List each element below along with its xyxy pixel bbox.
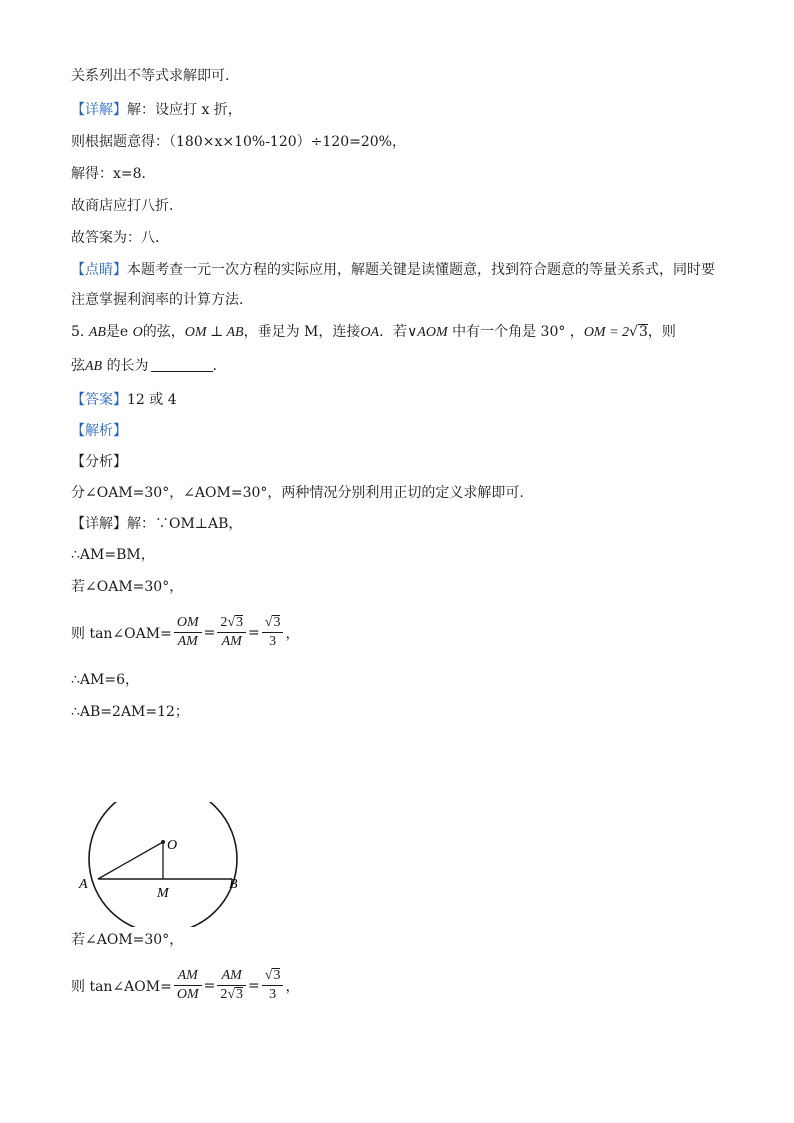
- radicand: 3: [273, 615, 281, 630]
- text: 解：设应打 x 折，: [127, 102, 242, 118]
- radicand: 3: [236, 615, 244, 630]
- text-line: 若∠AOM=30°，: [71, 932, 184, 948]
- denominator: 3: [269, 987, 277, 1002]
- question-number: 5.: [71, 324, 85, 340]
- sqrt-sign: √: [264, 968, 273, 983]
- section-tag: 【答案】: [71, 392, 127, 408]
- text-line: ∴AM=6，: [71, 672, 139, 688]
- equation-tan-oam: [71, 614, 299, 651]
- label-a: A: [79, 877, 88, 892]
- text: ，: [285, 625, 300, 642]
- math: AB: [85, 359, 103, 374]
- text: ．: [212, 358, 227, 374]
- text: ，垂足为 M，连接: [243, 324, 361, 340]
- math: OA: [360, 325, 380, 340]
- denominator: OM: [176, 987, 199, 1002]
- fraction: [217, 614, 246, 651]
- sqrt-sign: √: [264, 615, 273, 630]
- text-line: 若∠OAM=30°，: [71, 579, 184, 595]
- text-line: [71, 514, 242, 534]
- math: AB: [88, 325, 106, 340]
- coef: 2: [220, 987, 228, 1002]
- text: 解：∵OM⊥AB，: [127, 516, 243, 532]
- numerator: OM: [174, 614, 202, 633]
- text: ，: [285, 978, 300, 995]
- text-line: ∴AB=2AM=12；: [71, 704, 189, 720]
- text: ，则: [647, 324, 676, 340]
- answer-blank: [151, 357, 213, 372]
- numerator: AM: [174, 967, 202, 986]
- label-o: O: [167, 838, 178, 853]
- label-b: B: [229, 877, 238, 892]
- fraction: [262, 614, 284, 651]
- equals: =: [248, 977, 260, 994]
- equals: =: [203, 977, 216, 994]
- text-line: 分∠OAM=30°，∠AOM=30°，两种情况分别利用正切的定义求解即可.: [71, 485, 524, 501]
- radicand: 3: [236, 987, 244, 1002]
- text-line: 故商店应打八折．: [71, 198, 183, 214]
- equals: =: [248, 624, 260, 641]
- text-line: 则根据题意得：（180×x×10%-120）÷120=20%，: [71, 134, 406, 150]
- equation-tan-aom: [71, 967, 299, 1004]
- math: OM ⊥ AB: [184, 325, 244, 340]
- sqrt-sign: √: [227, 615, 236, 630]
- question-5-line1: [71, 322, 676, 343]
- circle-figure: [75, 802, 255, 927]
- circle-symbol: e: [119, 324, 129, 340]
- segment-oa: [98, 842, 163, 879]
- text-line: 故答案为：八．: [71, 230, 169, 246]
- numerator: [262, 614, 284, 633]
- denominator: AM: [221, 634, 242, 649]
- text: 则 tan∠AOM=: [71, 978, 172, 995]
- answer-value: 12 或 4: [127, 392, 177, 408]
- coef: 2: [220, 615, 228, 630]
- denominator: 3: [269, 634, 277, 649]
- text-line: ∴AM=BM，: [71, 547, 155, 563]
- label-m: M: [157, 886, 169, 901]
- section-tag: 【详解】: [71, 102, 127, 118]
- text: 弦: [71, 358, 85, 374]
- text-line: [71, 100, 242, 120]
- text-line: 解得：x=8．: [71, 166, 156, 182]
- answer-line: [71, 390, 177, 410]
- text: 的弦，: [142, 324, 185, 340]
- numerator: [262, 967, 284, 986]
- math: O: [132, 325, 143, 340]
- fraction: [174, 614, 202, 651]
- text-line: 关系列出不等式求解即可.: [71, 68, 230, 84]
- section-tag: 【分析】: [71, 454, 127, 470]
- text-line: [71, 260, 715, 280]
- text: 则 tan∠OAM=: [71, 625, 172, 642]
- fraction: [262, 967, 284, 1004]
- numerator: [217, 614, 246, 633]
- math: ∨AOM: [407, 325, 448, 340]
- fraction: [174, 967, 202, 1004]
- sqrt-sign: √: [629, 324, 638, 340]
- math: OM = 2: [583, 325, 630, 340]
- text: 是: [105, 324, 120, 340]
- text: 中有一个角是 30° ，: [452, 324, 584, 340]
- denominator: [217, 986, 246, 1004]
- sqrt-sign: √: [227, 987, 236, 1002]
- radicand: 3: [273, 968, 281, 983]
- text-line: 注意掌握利润率的计算方法．: [71, 292, 253, 308]
- section-tag: 【点睛】: [71, 262, 127, 278]
- text: 的长为: [106, 358, 149, 374]
- fraction: [217, 967, 246, 1004]
- text: ．若: [379, 324, 408, 340]
- equals: =: [203, 624, 216, 641]
- numerator: AM: [217, 967, 246, 986]
- radicand: 3: [638, 324, 648, 340]
- text: 本题考查一元一次方程的实际应用，解题关键是读懂题意，找到符合题意的等量关系式，同时要: [127, 262, 715, 278]
- section-tag: 【详解】: [71, 516, 127, 532]
- question-5-line2: [71, 356, 227, 377]
- denominator: AM: [177, 634, 198, 649]
- section-tag: 【解析】: [71, 423, 127, 439]
- center-point: [161, 840, 165, 844]
